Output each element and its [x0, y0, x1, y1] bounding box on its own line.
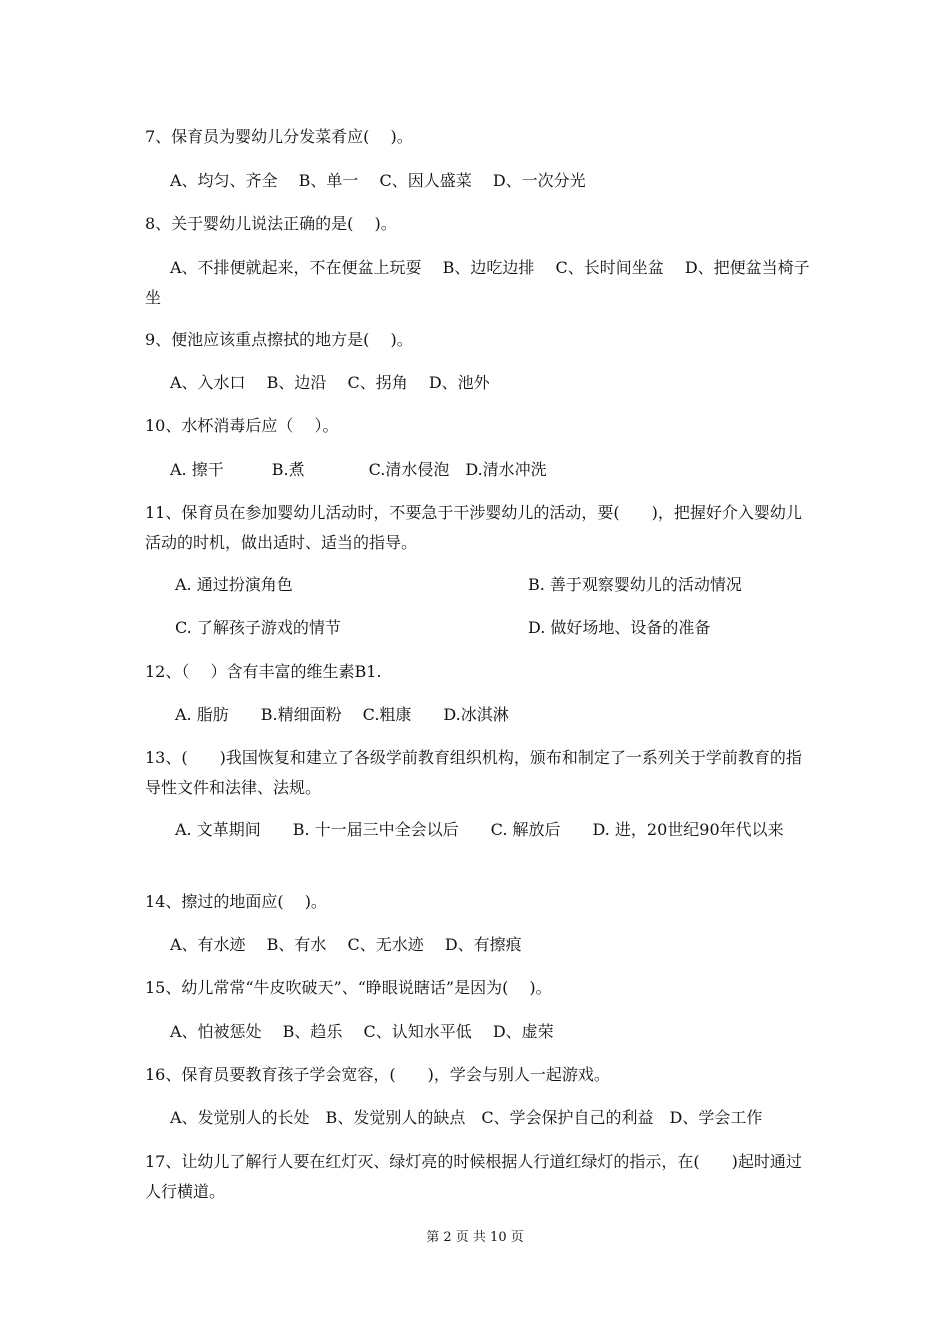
question-16-stem: 16、保育员要教育孩子学会宽容，( )，学会与别人一起游戏。	[145, 1065, 610, 1084]
question-11-option-d: D. 做好场地、设备的准备	[528, 618, 711, 637]
question-10-options: A. 擦干 B.煮 C.清水侵泡 D.清水冲洗	[170, 460, 547, 479]
question-11-option-b: B. 善于观察婴幼儿的活动情况	[528, 575, 742, 594]
question-15-options: A、怕被惩处 B、趋乐 C、认知水平低 D、虚荣	[170, 1022, 554, 1041]
question-8-stem: 8、关于婴幼儿说法正确的是( )。	[145, 214, 397, 233]
question-12-options: A. 脂肪 B.精细面粉 C.粗康 D.冰淇淋	[175, 705, 509, 724]
question-13-options: A. 文革期间 B. 十一届三中全会以后 C. 解放后 D. 进，20世纪90年代以来	[175, 820, 784, 839]
question-7-options: A、均匀、齐全 B、单一 C、因人盛菜 D、一次分光	[170, 171, 586, 190]
question-11-option-c: C. 了解孩子游戏的情节	[175, 618, 341, 637]
question-14-options: A、有水迹 B、有水 C、无水迹 D、有擦痕	[170, 935, 522, 954]
question-11-stem: 11、保育员在参加婴幼儿活动时，不要急于干涉婴幼儿的活动，要( )，把握好介入婴幼儿活动的时机，做出适时、适当的指导。	[145, 503, 802, 552]
question-7-stem: 7、保育员为婴幼儿分发菜肴应( )。	[145, 127, 413, 146]
question-16-options: A、发觉别人的长处 B、发觉别人的缺点 C、学会保护自己的利益 D、学会工作	[170, 1108, 763, 1127]
question-11-option-a: A. 通过扮演角色	[175, 575, 293, 594]
page-number-footer: 第 2 页 共 10 页	[426, 1230, 524, 1245]
question-9-stem: 9、便池应该重点擦拭的地方是( )。	[145, 330, 413, 349]
question-12-stem: 12、（ ）含有丰富的维生素B1.	[145, 662, 382, 681]
question-14-stem: 14、擦过的地面应( )。	[145, 892, 327, 911]
question-17-stem: 17、让幼儿了解行人要在红灯灭、绿灯亮的时候根据人行道红绿灯的指示，在( )起时通过人行横道。	[145, 1152, 802, 1201]
question-15-stem: 15、幼儿常常“牛皮吹破天”、“睁眼说瞎话”是因为( )。	[145, 978, 552, 997]
question-13-stem: 13、( )我国恢复和建立了各级学前教育组织机构，颁布和制定了一系列关于学前教育的指导性文件和法律、法规。	[145, 748, 802, 797]
question-9-options: A、入水口 B、边沿 C、拐角 D、池外	[170, 373, 490, 392]
question-10-stem: 10、水杯消毒后应（ ）。	[145, 416, 339, 435]
question-8-options: A、不排便就起来，不在便盆上玩耍 B、边吃边排 C、长时间坐盆 D、把便盆当椅子坐	[145, 258, 810, 307]
